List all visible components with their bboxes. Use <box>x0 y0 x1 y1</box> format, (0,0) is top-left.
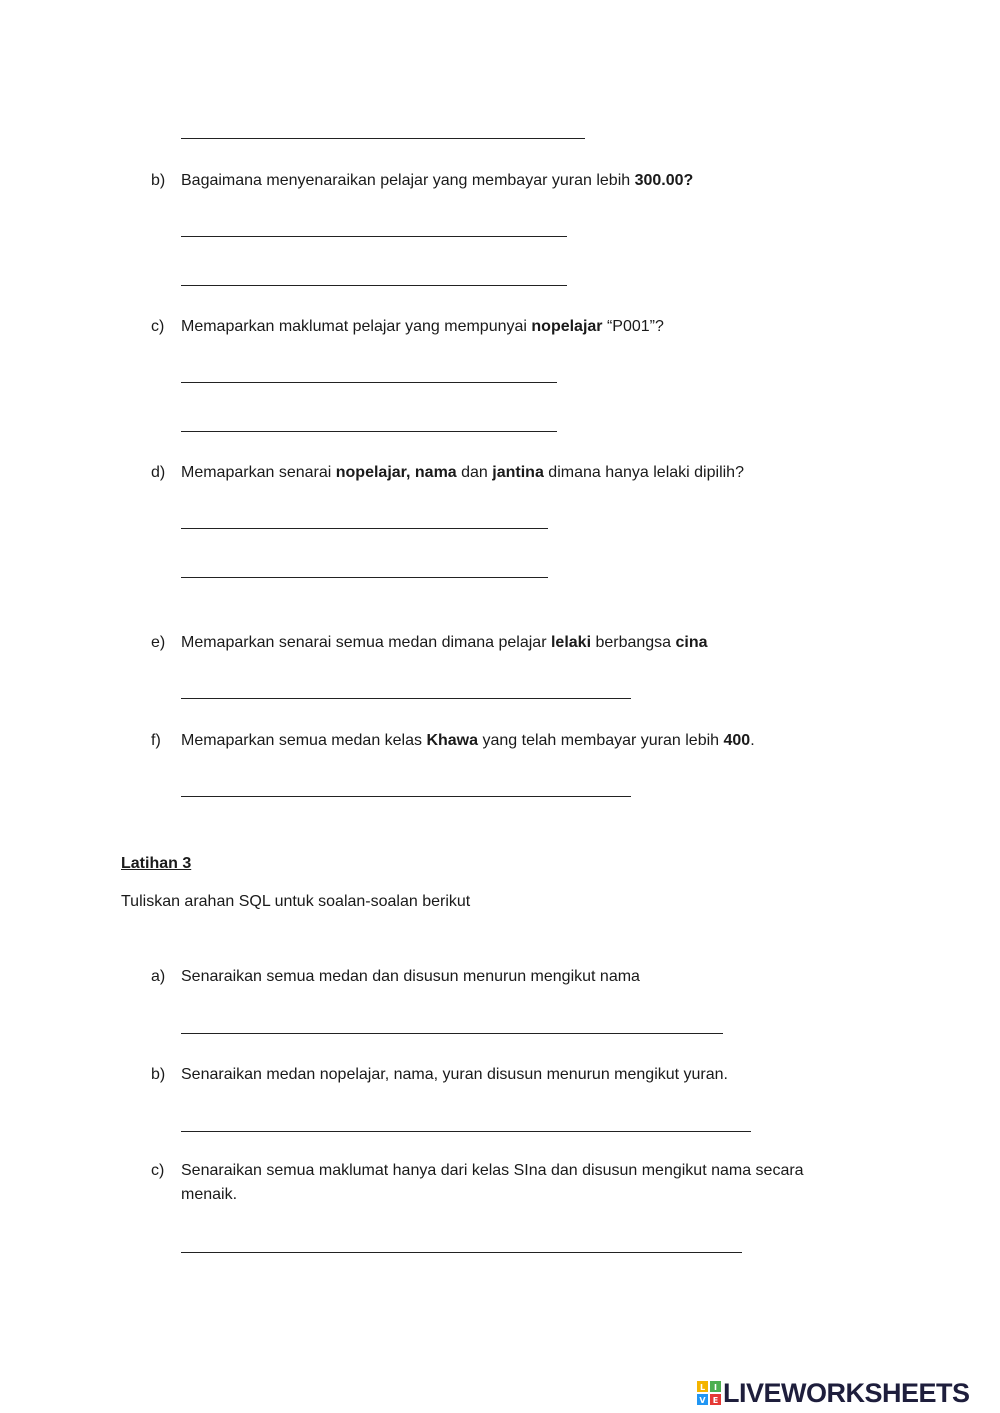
question-text: Memaparkan maklumat pelajar yang mempunyai nopelajar “P001”? <box>181 318 664 335</box>
question-text: Senaraikan medan nopelajar, nama, yuran disusun menurun mengikut yuran. <box>181 1066 728 1083</box>
question-label: e) <box>151 634 166 651</box>
question-text: Memaparkan semua medan kelas Khawa yang telah membayar yuran lebih 400. <box>181 732 755 749</box>
question-label: b) <box>151 172 166 189</box>
answer-line[interactable] <box>181 382 557 383</box>
answer-line[interactable] <box>181 1252 742 1253</box>
liveworksheets-logo <box>697 1378 993 1408</box>
question-text: Senaraikan semua medan dan disusun menurun mengikut nama <box>181 968 640 985</box>
question-text: Memaparkan senarai nopelajar, nama dan jantina dimana hanya lelaki dipilih? <box>181 464 744 481</box>
section-title: Latihan 3 <box>121 855 192 872</box>
answer-line[interactable] <box>181 698 631 699</box>
question-label: b) <box>151 1066 166 1083</box>
svg-text:E: E <box>712 1396 719 1405</box>
answer-line[interactable] <box>181 1033 723 1034</box>
question-label: c) <box>151 1162 165 1179</box>
answer-line[interactable] <box>181 1131 751 1132</box>
question-label: c) <box>151 318 165 335</box>
answer-line[interactable] <box>181 138 585 139</box>
question-label: a) <box>151 968 166 985</box>
question-label: d) <box>151 464 166 481</box>
answer-line[interactable] <box>181 285 567 286</box>
question-text: Memaparkan senarai semua medan dimana pelajar lelaki berbangsa cina <box>181 634 708 651</box>
section-instruction: Tuliskan arahan SQL untuk soalan-soalan berikut <box>121 893 471 910</box>
answer-line[interactable] <box>181 431 557 432</box>
answer-line[interactable] <box>181 236 567 237</box>
svg-text:L: L <box>699 1383 706 1392</box>
answer-line[interactable] <box>181 796 631 797</box>
svg-text:I: I <box>714 1383 717 1392</box>
answer-line[interactable] <box>181 528 548 529</box>
answer-line[interactable] <box>181 577 548 578</box>
question-text: Bagaimana menyenaraikan pelajar yang membayar yuran lebih 300.00? <box>181 172 694 189</box>
liveworksheets-logo-text: LIVEWORKSHEETS <box>723 1378 970 1408</box>
question-label: f) <box>151 732 161 749</box>
svg-text:V: V <box>699 1396 706 1405</box>
question-text-line-1: Senaraikan semua maklumat hanya dari kelas SIna dan disusun mengikut nama secara <box>181 1162 804 1179</box>
question-text-line-2: menaik. <box>181 1186 238 1203</box>
liveworksheets-logo-icon <box>697 1381 721 1405</box>
